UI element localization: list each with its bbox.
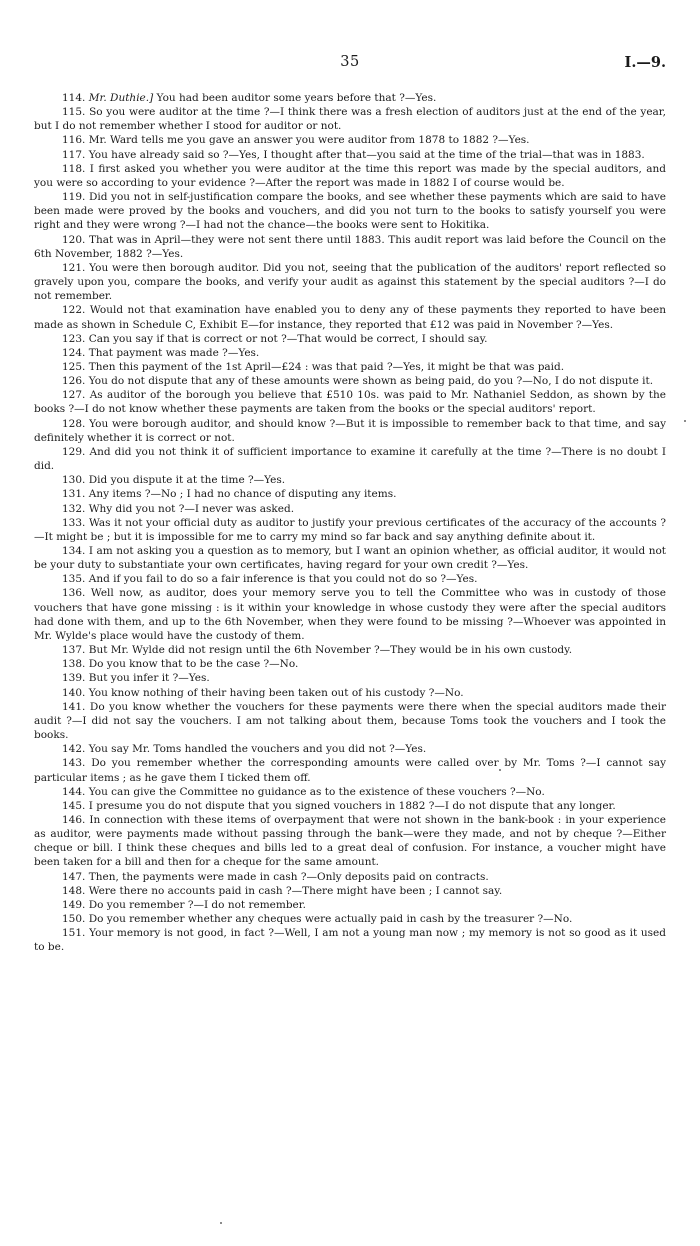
question-paragraph [34,346,666,360]
question-paragraph [34,162,666,190]
question-number: 143. [62,757,86,770]
question-number: 148. [62,884,86,897]
question-paragraph [34,799,666,813]
question-text: Why did you not ?—I never was asked. [88,502,295,515]
question-number: 138. [62,658,86,671]
question-number: 140. [62,686,86,699]
question-text: Do you remember ?—I do not remember. [88,898,306,911]
question-text: As auditor of the borough you believe that £510 10s. was paid to Mr. Nathaniel Seddon, as shown by the books ?—I do not know whether these payments are taken from the books or the special auditors' report. [34,389,666,416]
question-paragraph [34,544,666,572]
question-text: You say Mr. Toms handled the vouchers and you did not ?—Yes. [88,743,427,756]
question-paragraph [34,445,666,473]
question-text: Your memory is not good, in fact ?—Well, I am not a young man now ; my memory is not so good as it used to be. [34,927,666,954]
question-text: You have already said so ?—Yes, I thought after that—you said at the time of the trial—that was in 1883. [88,148,645,161]
question-paragraph [34,360,666,374]
document-reference: I.—9. [624,54,666,71]
question-paragraph [34,643,666,657]
question-number: 141. [62,700,86,713]
question-paragraph [34,912,666,926]
question-number: 130. [62,474,86,487]
question-number: 129. [62,445,86,458]
question-paragraph [34,686,666,700]
question-number: 117. [62,148,86,161]
question-paragraph [34,742,666,756]
question-number: 124. [62,346,86,359]
question-paragraph [34,261,666,303]
question-text: You had been auditor some years before that ?—Yes. [156,92,437,104]
question-number: 132. [62,502,86,515]
question-number: 136. [62,587,86,600]
question-paragraph [34,785,666,799]
question-text: Did you dispute it at the time ?—Yes. [88,474,286,487]
question-text: I first asked you whether you were auditor at the time this report was made by the special auditors, and you were so according to your evidence ?—After the report was made in 1882 I of course would be. [34,162,666,189]
question-paragraph [34,813,666,870]
question-paragraph [34,756,666,784]
question-text: Well now, as auditor, does your memory serve you to tell the Committee who was in custody of those vouchers that have gone missing : is it within your knowledge in whose custody they were after the special auditors had done with them, and up to the 6th November, when they were found to be missing ?—Whoever was appointed in Mr. Wylde's place would have the custody of them. [34,587,666,642]
question-paragraph [34,91,666,105]
question-text: You were then borough auditor. Did you not, seeing that the publication of the auditors' report reflected so gravely upon you, compare the books, and verify your audit as against this statement by the special auditors ?—I do not remember. [34,261,666,303]
question-text: Do you know whether the vouchers for these payments were there when the special auditors made their audit ?—I did not say the vouchers. I am not talking about them, because Toms took the vouchers and I took the books. [34,700,666,742]
scan-speck [499,769,501,771]
question-text: I presume you do not dispute that you signed vouchers in 1882 ?—I do not dispute that any longer. [88,799,616,812]
question-number: 149. [62,898,86,911]
question-text: Do you remember whether the corresponding amounts were called over by Mr. Toms ?—I cannot say particular items ; as he gave them I ticked them off. [34,757,666,784]
question-number: 121. [62,261,86,274]
question-number: 134. [62,545,86,557]
question-number: 133. [62,516,86,529]
scan-speck [220,1222,222,1224]
question-paragraph [34,303,666,331]
question-paragraph [34,190,666,232]
speaker-name: Mr. Duthie.] [88,92,154,104]
question-paragraph [34,233,666,261]
question-paragraph [34,388,666,416]
question-number: 125. [62,360,86,373]
question-number: 135. [62,573,86,586]
question-text: Did you not in self-justification compare the books, and see whether these payments which are said to have been made were proved by the books and vouchers, and did you not turn to the books to satisfy yourself you were right and they were wrong ?—I had not the chance—the books were sent to Hokitika. [34,191,667,232]
question-text: Do you know that to be the case ?—No. [88,658,299,671]
question-number: 142. [62,743,86,756]
question-text: I am not asking you a question as to memory, but I want an opinion whether, as official auditor, it would not be your duty to substantiate your own certificates, having regard for your own credit ?—Yes. [34,545,666,572]
question-paragraph [34,671,666,685]
question-text: And did you not think it of sufficient importance to examine it carefully at the time ?—There is no doubt I did. [34,445,666,473]
page-number: 35 [340,54,360,70]
question-text: But you infer it ?—Yes. [88,672,210,685]
question-paragraph [34,374,666,388]
question-paragraph [34,105,666,133]
question-text: You were borough auditor, and should know ?—But it is impossible to remember back to that time, and say definitely whether it is correct or not. [34,417,667,444]
question-number: 144. [62,785,86,798]
question-number: 120. [62,233,86,246]
question-number: 137. [62,644,86,657]
question-text: Were there no accounts paid in cash ?—There might have been ; I cannot say. [88,884,503,897]
question-number: 123. [62,332,86,345]
question-paragraph [34,487,666,501]
question-paragraph [34,417,666,445]
question-text: You can give the Committee no guidance as to the existence of these vouchers ?—No. [88,785,545,798]
question-text: That was in April—they were not sent there until 1883. This audit report was laid before the Council on the 6th November, 1882 ?—Yes. [34,233,667,260]
question-text: That payment was made ?—Yes. [88,346,260,359]
question-paragraph [34,870,666,884]
question-paragraph [34,473,666,487]
question-number: 114. [62,92,86,104]
question-number: 145. [62,799,86,812]
question-paragraph [34,148,666,162]
question-text: Was it not your official duty as auditor to justify your previous certificates of the accuracy of the accounts ?—It might be ; but it is impossible for me to carry my mind so far back and say anything definite about it. [34,516,667,543]
question-text: So you were auditor at the time ?—I think there was a fresh election of auditors just at the end of the year, but I do not remember whether I stood for auditor or not. [34,106,666,133]
question-paragraph [34,898,666,912]
question-text: But Mr. Wylde did not resign until the 6th November ?—They would be in his own custody. [88,644,573,657]
question-number: 122. [62,304,86,317]
question-text: Can you say if that is correct or not ?—That would be correct, I should say. [88,332,488,345]
question-paragraph [34,586,666,643]
question-number: 126. [62,375,86,388]
question-number: 118. [62,162,86,175]
page-header [34,54,666,74]
question-paragraph [34,884,666,898]
question-text: Do you remember whether any cheques were actually paid in cash by the treasurer ?—No. [88,913,573,926]
evidence-transcript [34,91,666,955]
question-number: 147. [62,870,86,883]
question-number: 146. [62,813,86,826]
question-paragraph [34,332,666,346]
question-text: Any items ?—No ; I had no chance of disputing any items. [88,488,397,501]
question-number: 119. [62,191,86,204]
question-number: 128. [62,417,86,430]
scan-speck [684,420,686,422]
question-paragraph [34,700,666,742]
question-paragraph [34,502,666,516]
question-paragraph [34,133,666,147]
question-paragraph [34,516,666,544]
question-number: 131. [62,488,86,501]
question-number: 139. [62,672,86,685]
question-number: 151. [62,927,86,940]
question-paragraph [34,926,666,954]
question-number: 127. [62,389,86,402]
question-paragraph [34,572,666,586]
question-number: 116. [62,134,86,147]
question-text: Mr. Ward tells me you gave an answer you were auditor from 1878 to 1882 ?—Yes. [88,134,530,147]
question-text: Would not that examination have enabled you to deny any of these payments they reported to have been made as shown in Schedule C, Exhibit E—for instance, they reported that £12 was paid in November ?—Yes. [34,304,666,331]
question-text: And if you fail to do so a fair inference is that you could not do so ?—Yes. [88,573,478,586]
question-number: 115. [62,106,86,119]
question-text: In connection with these items of overpayment that were not shown in the bank-book : in your experience as auditor, were payments made without passing through the bank—were they made, and not by cheque ?—Either cheque or bill. I think these cheques and bills led to a great deal of confusion. For instance, a voucher might have been taken for a bill and then for a cheque for the same amount. [34,813,666,869]
question-paragraph [34,657,666,671]
question-number: 150. [62,913,86,926]
question-text: Then, the payments were made in cash ?—Only deposits paid on contracts. [88,870,489,883]
question-text: You do not dispute that any of these amounts were shown as being paid, do you ?—No, I do not dispute it. [88,375,654,388]
question-text: You know nothing of their having been taken out of his custody ?—No. [88,686,464,699]
question-text: Then this payment of the 1st April—£24 : was that paid ?—Yes, it might be that was paid. [88,360,565,373]
